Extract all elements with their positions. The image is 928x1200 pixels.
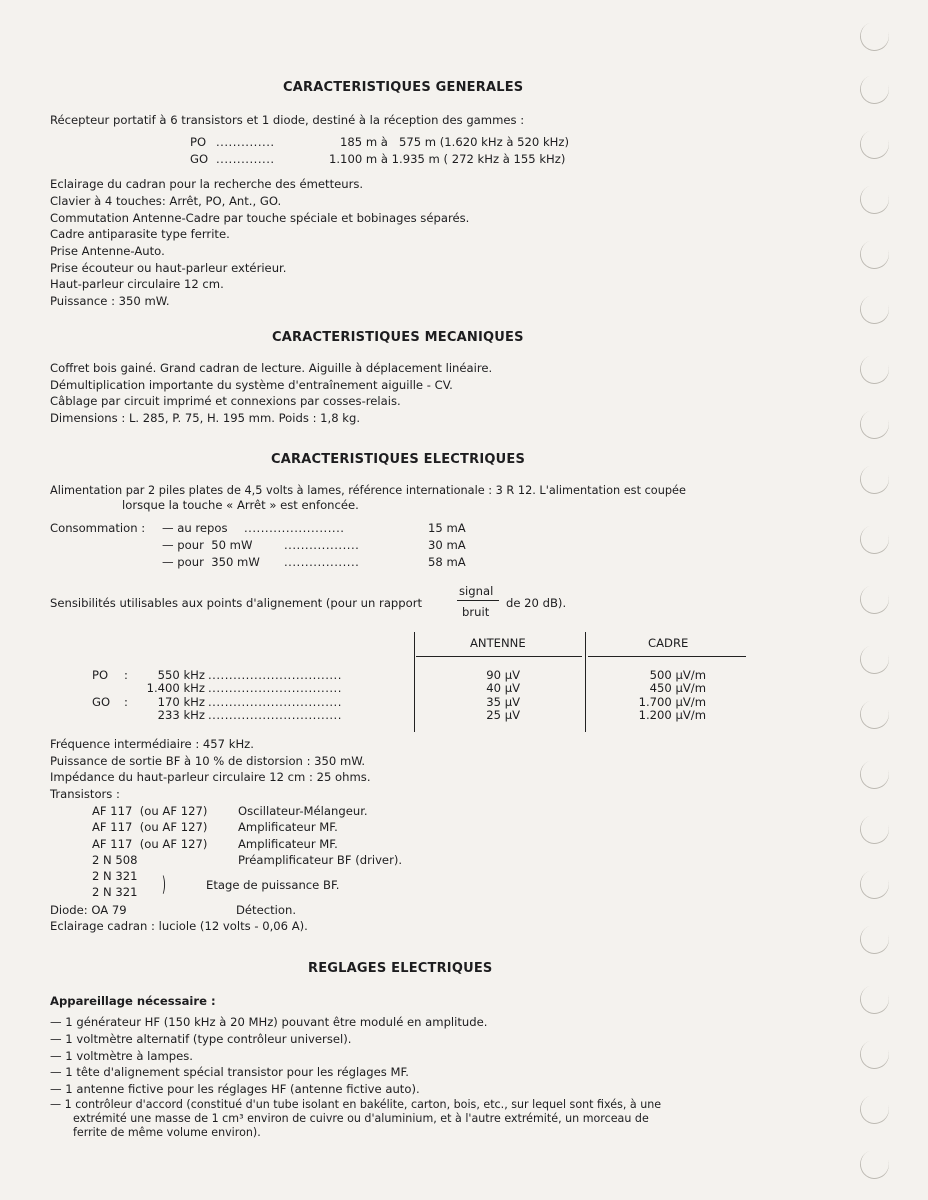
equipment-item-cont: extrémité une masse de 1 cm³ environ de cuivre ou d'aluminium, et à l'autre extrémité, un morceau de — [73, 1112, 649, 1125]
table-colon: : — [124, 668, 128, 682]
transistor-role: Amplificateur MF. — [238, 820, 338, 834]
electrical-line: Transistors : — [50, 787, 120, 801]
general-line: Clavier à 4 touches: Arrêt, PO, Ant., GO. — [50, 194, 282, 208]
mechanical-line: Démultiplication importante du système d'entraînement aiguille - CV. — [50, 378, 453, 392]
band-po-name: PO — [190, 135, 207, 149]
band-go-dots: .............. — [216, 152, 275, 166]
table-dots: ................................ — [208, 681, 342, 695]
section-title-electriques: CARACTERISTIQUES ELECTRIQUES — [271, 452, 526, 467]
fraction-denominator: bruit — [462, 605, 490, 619]
table-dots: ................................ — [208, 668, 342, 682]
table-colon: : — [124, 695, 128, 709]
equipment-item: — 1 antenne fictive pour les réglages HF (antenne fictive auto). — [50, 1082, 420, 1096]
table-band: PO — [92, 668, 109, 682]
general-line: Eclairage du cadran pour la recherche des émetteurs. — [50, 177, 364, 191]
sensitivity-end: de 20 dB). — [506, 596, 567, 610]
electrical-line: Fréquence intermédiaire : 457 kHz. — [50, 737, 254, 751]
fraction-numerator: signal — [459, 584, 494, 598]
table-dots: ................................ — [208, 708, 342, 722]
table-divider-left — [414, 632, 415, 732]
lamp-line: Eclairage cadran : luciole (12 volts - 0,06 A). — [50, 919, 308, 933]
transistor-ref: AF 117 (ou AF 127) — [92, 837, 208, 851]
transistor-role: Etage de puissance BF. — [206, 878, 340, 892]
consumption-label-1: — pour 50 mW — [162, 538, 253, 552]
consumption-dots: .................. — [284, 555, 360, 569]
col-header-frame: CADRE — [648, 636, 689, 650]
table-freq: 1.400 kHz — [146, 681, 205, 695]
table-freq: 550 kHz — [157, 668, 205, 682]
consumption-value: 15 mA — [428, 521, 466, 535]
general-line: Puissance : 350 mW. — [50, 294, 170, 308]
transistor-role: Amplificateur MF. — [238, 837, 338, 851]
table-band: GO — [92, 695, 111, 709]
diode-label: Diode: OA 79 — [50, 903, 127, 917]
mechanical-line: Coffret bois gainé. Grand cadran de lecture. Aiguille à déplacement linéaire. — [50, 361, 493, 375]
consumption-value: 58 mA — [428, 555, 466, 569]
band-po-dots: .............. — [216, 135, 275, 149]
table-frame-value: 1.200 μV/m — [638, 708, 706, 722]
table-antenna-value: 90 μV — [486, 668, 520, 682]
electrical-line: Impédance du haut-parleur circulaire 12 cm : 25 ohms. — [50, 770, 371, 784]
transistor-ref: 2 N 508 — [92, 853, 138, 867]
table-dots: ................................ — [208, 695, 342, 709]
transistor-ref: 2 N 321 — [92, 885, 138, 899]
consumption-label-0: — au repos — [162, 521, 228, 535]
power-line: Alimentation par 2 piles plates de 4,5 volts à lames, référence internationale : 3 R 12. L'alimentation est coupée — [50, 484, 686, 497]
table-antenna-value: 25 μV — [486, 708, 520, 722]
transistor-ref: AF 117 (ou AF 127) — [92, 804, 208, 818]
general-line: Prise Antenne-Auto. — [50, 244, 165, 258]
table-frame-value: 450 μV/m — [649, 681, 706, 695]
table-antenna-value: 35 μV — [486, 695, 520, 709]
table-header-rule — [588, 656, 746, 657]
electrical-line: Puissance de sortie BF à 10 % de distorsion : 350 mW. — [50, 754, 366, 768]
equipment-item: — 1 voltmètre à lampes. — [50, 1049, 193, 1063]
table-divider-right — [585, 632, 586, 732]
table-freq: 170 kHz — [157, 695, 205, 709]
diode-role: Détection. — [236, 903, 297, 917]
table-frame-value: 500 μV/m — [649, 668, 706, 682]
consumption-value: 30 mA — [428, 538, 466, 552]
general-line: Haut-parleur circulaire 12 cm. — [50, 277, 224, 291]
transistor-ref: AF 117 (ou AF 127) — [92, 820, 208, 834]
sensitivity-text: Sensibilités utilisables aux points d'alignement (pour un rapport — [50, 596, 423, 610]
consumption-dots: ........................ — [244, 521, 345, 535]
table-freq: 233 kHz — [157, 708, 205, 722]
general-line: Commutation Antenne-Cadre par touche spéciale et bobinages séparés. — [50, 211, 470, 225]
equipment-item: — 1 voltmètre alternatif (type contrôleur universel). — [50, 1032, 352, 1046]
intro-line: Récepteur portatif à 6 transistors et 1 diode, destiné à la réception des gammes : — [50, 113, 525, 127]
table-frame-value: 1.700 μV/m — [638, 695, 706, 709]
consumption-label: Consommation : — [50, 521, 146, 535]
power-line-cont: lorsque la touche « Arrêt » est enfoncée. — [122, 498, 359, 512]
band-go-range: 1.100 m à 1.935 m ( 272 kHz à 155 kHz) — [329, 152, 566, 166]
equipment-item-cont: ferrite de même volume environ). — [73, 1126, 261, 1139]
equipment-item: — 1 tête d'alignement spécial transistor pour les réglages MF. — [50, 1065, 409, 1079]
equipment-item: — 1 contrôleur d'accord (constitué d'un tube isolant en bakélite, carton, bois, etc., sur lequel sont fixés, à une — [50, 1098, 662, 1111]
transistor-role: Préamplificateur BF (driver). — [238, 853, 403, 867]
col-header-antenna: ANTENNE — [470, 636, 526, 650]
equipment-subtitle: Appareillage nécessaire : — [50, 994, 216, 1008]
band-go-name: GO — [190, 152, 209, 166]
table-antenna-value: 40 μV — [486, 681, 520, 695]
transistor-ref: 2 N 321 — [92, 869, 138, 883]
mechanical-line: Câblage par circuit imprimé et connexions par cosses-relais. — [50, 394, 401, 408]
fraction-bar — [457, 600, 499, 601]
section-title-reglages: REGLAGES ELECTRIQUES — [308, 961, 493, 976]
table-header-rule — [416, 656, 582, 657]
band-po-range: 185 m à 575 m (1.620 kHz à 520 kHz) — [340, 135, 569, 149]
section-title-mecaniques: CARACTERISTIQUES MECANIQUES — [272, 330, 524, 345]
mechanical-line: Dimensions : L. 285, P. 75, H. 195 mm. Poids : 1,8 kg. — [50, 411, 361, 425]
consumption-dots: .................. — [284, 538, 360, 552]
equipment-item: — 1 générateur HF (150 kHz à 20 MHz) pouvant être modulé en amplitude. — [50, 1015, 488, 1029]
general-line: Prise écouteur ou haut-parleur extérieur. — [50, 261, 287, 275]
general-line: Cadre antiparasite type ferrite. — [50, 227, 230, 241]
section-title-generales: CARACTERISTIQUES GENERALES — [283, 80, 524, 95]
brace-icon: ) — [161, 872, 166, 896]
transistor-role: Oscillateur-Mélangeur. — [238, 804, 368, 818]
consumption-label-2: — pour 350 mW — [162, 555, 260, 569]
